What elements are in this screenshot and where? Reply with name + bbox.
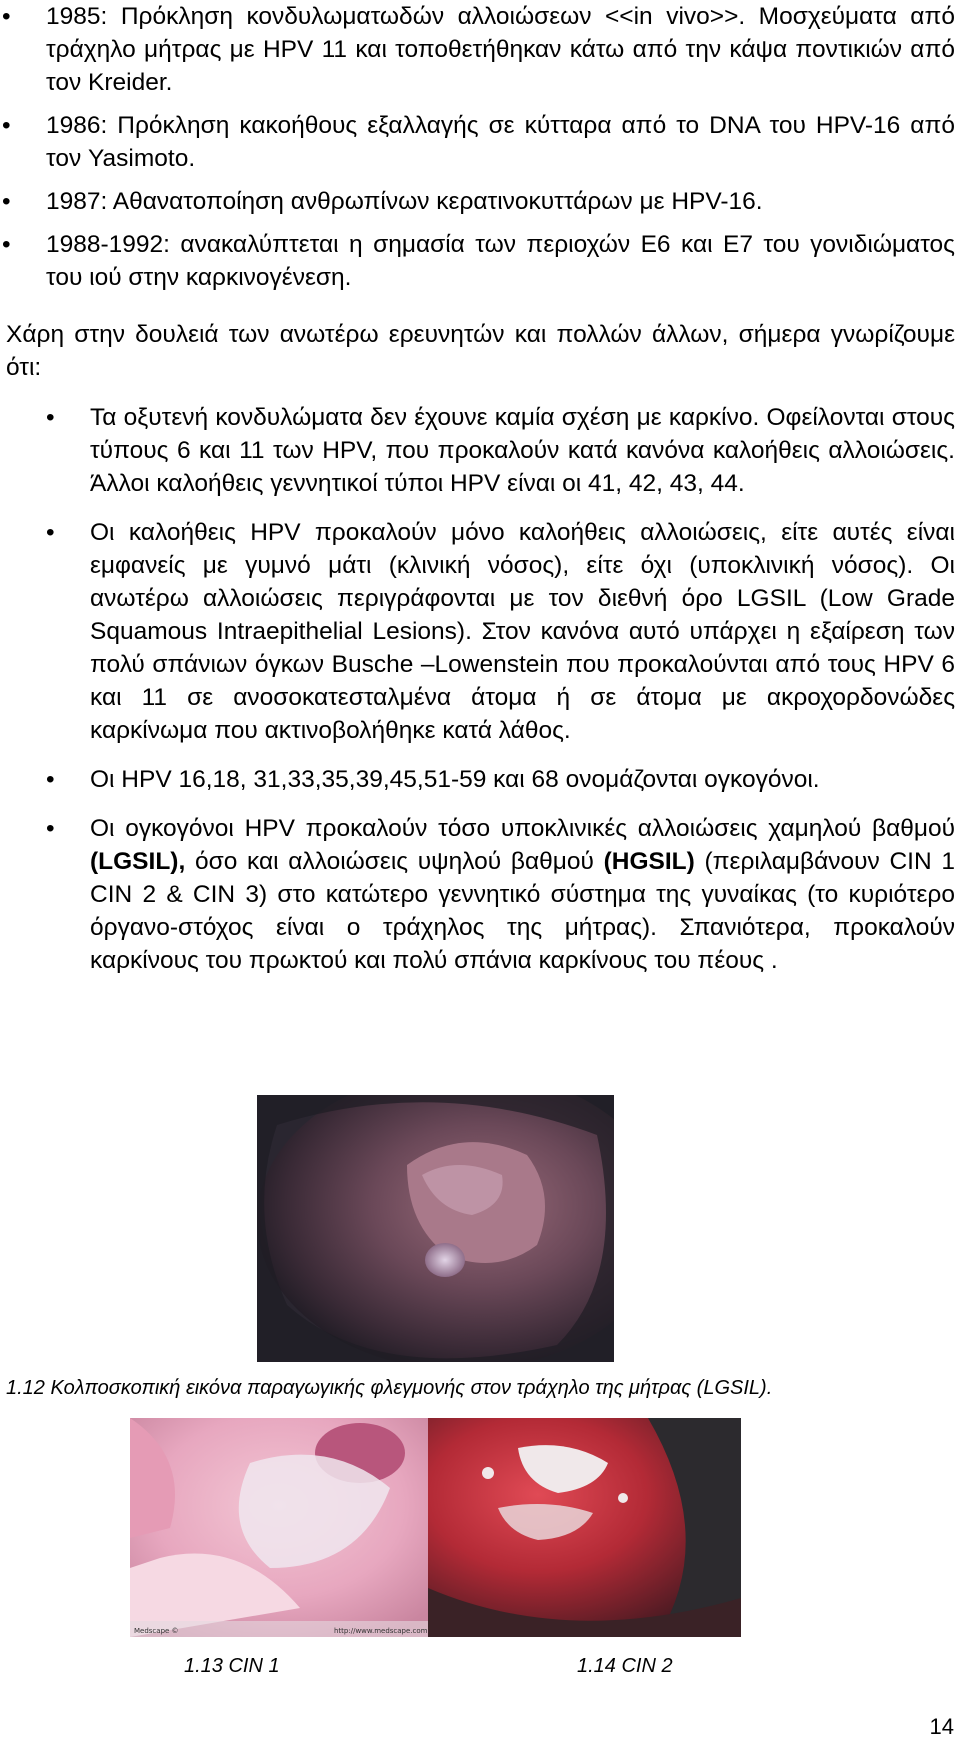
list-item-text: Οι καλοήθεις HPV προκαλούν μόνο καλοήθεις αλλοιώσεις, είτε αυτές είναι εμφανείς με γυμνό μάτι (κλινική νόσος), είτε όχι (υποκλινική νόσος). Οι ανωτέρω αλλοιώσεις περιγράφονται με τον διεθνή όρο LGSIL (Low Grade Squamous Intraepithelial Lesions). Στον κανόνα αυτό υπάρχει η εξαίρεση των πολύ σπάνιων όγκων Busche –Lowenstein που προκαλούνται από τους HPV 6 και 11 σε ανοσοκατεσταλμένα άτομα ή σε άτομα με ακροχορδονώδες καρκίνωμα που ακτινοβολήθηκε κατά λάθος. (90, 519, 955, 744)
bullet-icon: • (2, 231, 11, 258)
list-item (0, 109, 955, 175)
list-item-text: 1988-1992: ανακαλύπτεται η σημασία των περιοχών Ε6 και Ε7 του γονιδιώματος του ιού στην καρκινογένεση. (46, 231, 955, 291)
list-item-text: Τα οξυτενή κονδυλώματα δεν έχουνε καμία σχέση με καρκίνο. Οφείλονται στους τύπους 6 και 11 των HPV, που προκαλούν κατά κανόνα καλοήθεις αλλοιώσεις. Άλλοι καλοήθεις γεννητικοί τύποι HPV είναι οι 41, 42, 43, 44. (90, 404, 955, 497)
figure-caption-1-12: 1.12 Κολποσκοπική εικόνα παραγωγικής φλεγμονής στον τράχηλο της μήτρας (LGSIL). (6, 1377, 773, 1399)
bullet-icon: • (2, 112, 11, 139)
list-item (0, 401, 955, 500)
watermark-left: Medscape © (134, 1627, 179, 1635)
bullet-icon: • (46, 766, 55, 793)
bullet-icon: • (2, 3, 11, 30)
colposcopy-image-cin1 (130, 1418, 428, 1637)
bullet-icon: • (2, 188, 11, 215)
list-item (0, 0, 955, 99)
list-item-text: 1986: Πρόκληση κακοήθους εξαλλαγής σε κύτταρα από το DNA του HPV-16 από τον Yasimoto. (46, 112, 955, 172)
list-item-text: Οι ογκογόνοι HPV προκαλούν τόσο υποκλινικές αλλοιώσεις χαμηλού βαθμού (LGSIL), όσο και αλλοιώσεις υψηλού βαθμού (HGSIL) (περιλαμβάνουν CIN 1 CIN 2 & CIN 3) στο κατώτερο γεννητικό σύστημα της γυναίκας (το κυριότερο όργανο-στόχος είναι ο τράχηλος της μήτρας). Σπανιότερα, προκαλούν καρκίνους του πρωκτού και πολύ σπάνια καρκίνους του πέους . (90, 815, 955, 974)
list-item (0, 516, 955, 747)
page-number: 14 (929, 1714, 954, 1739)
colposcopy-image-lgsil (257, 1095, 614, 1362)
list-item (0, 763, 955, 796)
lgsil-term: (LGSIL), (90, 848, 186, 875)
list-item (0, 812, 955, 977)
list-item-text: Οι HPV 16,18, 31,33,35,39,45,51-59 και 68 ονομάζονται ογκογόνοι. (90, 766, 820, 793)
list-item-text: 1987: Αθανατοποίηση ανθρωπίνων κερατινοκυττάρων με HPV-16. (46, 188, 763, 215)
facts-list (0, 401, 955, 993)
hgsil-term: (HGSIL) (603, 848, 695, 875)
bullet-icon: • (46, 519, 55, 546)
list-item-text: 1985: Πρόκληση κονδυλωματωδών αλλοιώσεων <<in vivo>>. Μοσχεύματα από τράχηλο μήτρας με HPV 11 και τοποθετήθηκαν κάτω από την κάψα ποντικιών από τον Kreider. (46, 3, 955, 96)
colposcopy-image-cin2 (428, 1418, 741, 1637)
list-item (0, 228, 955, 294)
intro-paragraph: Χάρη στην δουλειά των ανωτέρω ερευνητών και πολλών άλλων, σήμερα γνωρίζουμε ότι: (6, 321, 955, 381)
bullet-icon: • (46, 815, 55, 842)
list-item (0, 185, 955, 218)
history-list (0, 0, 955, 304)
figure-caption-1-13: 1.13 CIN 1 (184, 1655, 280, 1677)
watermark-right: http://www.medscape.com (334, 1627, 428, 1635)
figure-caption-1-14: 1.14 CIN 2 (577, 1655, 673, 1677)
bullet-icon: • (46, 404, 55, 431)
